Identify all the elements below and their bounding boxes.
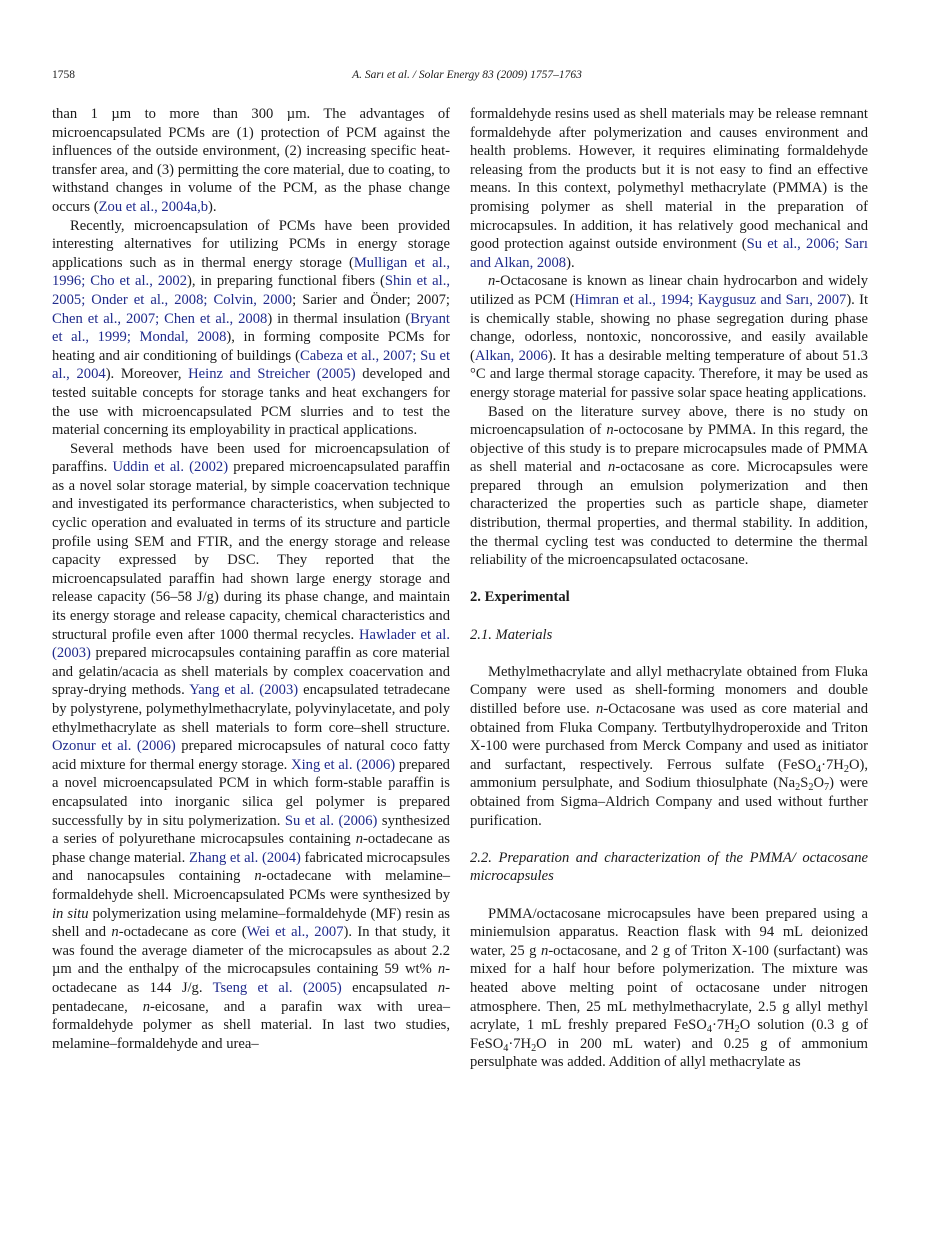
citation-link[interactable]: Zhang et al. (2004) bbox=[188, 849, 301, 866]
citation-link[interactable]: Shin et al., 2005; Onder et al., 2008; Colvin, 2000 bbox=[52, 273, 450, 308]
citation-link[interactable]: Mulligan et al., 1996; Cho et al., 2002 bbox=[52, 254, 450, 290]
citation-link[interactable]: Uddin et al. (2002) bbox=[112, 459, 229, 476]
paragraph-formaldehyde: formaldehyde resins used as shell materials may be release remnant formaldehyde after polymerization and causes environment and health problems. However, it requires eliminating formaldehyde releasing from the products but it is not easy to find an effective means. In this context, polymethyl methacrylate (PMMA) is the promising polymer as shell material in the preparation of microcapsules. In addition, it has relatively good mechanical and good protection against outside environment (Su et al., 2006; Sarı and Alkan, 2008). bbox=[470, 106, 868, 271]
citation-link[interactable]: Hawlader et al. (2003) bbox=[52, 626, 450, 662]
paragraph-objective: Based on the literature survey above, there is no study on microencapsulation of n-octocosane by PMMA. In this regard, the objective of this study is to prepare microcapsules made of PMMA as shell material and n-octacosane as core. Microcapsules were prepared through an emulsion polymerization and then characterized the properties such as particle shape, diameter distribution, thermal properties, and thermal stability. In addition, the thermal cycling test was conducted to determine the thermal reliability of the microencapsulated octacosane. bbox=[470, 403, 869, 569]
citation-link[interactable]: Cabeza et al., 2007; Su et al., 2004 bbox=[52, 347, 451, 383]
citation-link[interactable]: Chen et al., 2007; Chen et al., 2008 bbox=[52, 310, 268, 327]
running-head: A. Sarı et al. / Solar Energy 83 (2009) 1757–1763 bbox=[352, 69, 582, 81]
subsection-heading-materials: 2.1. Materials bbox=[470, 626, 553, 643]
paragraph-applications: Recently, microencapsulation of PCMs have been provided interesting alternatives for utilizing PCMs in energy storage applications such as in thermal energy storage (Mulligan et al., 1996; Cho et al., 2002), in preparing functional fibers (Shin et al., 2005; Onder et al., 2008; Colvin, 2000; Sarier and Önder; 2007; Chen et al., 2007; Chen et al., 2008) in thermal insulation (Bryant et al., 1999; Mondal, 2008), in forming composite PCMs for heating and air conditioning of buildings (Cabeza et al., 2007; Su et al., 2004). Moreover, Heinz and Streicher (2005) developed and tested suitable concepts for storage tanks and heat exchangers for the use with microencapsulated PCM slurries and to test the material concerning its employability in practical applications. bbox=[52, 217, 451, 439]
page-number: 1758 bbox=[52, 69, 75, 81]
citation-link[interactable]: Bryant et al., 1999; Mondal, 2008 bbox=[52, 310, 450, 346]
paragraph-methods-review: Several methods have been used for microencapsulation of paraffins. Uddin et al. (2002) prepared microencapsulated paraffin as a novel solar storage material, by simple coacervation technique and investigated its performance characteristics, when subjected to cyclic operation and evaluated in terms of its structure and particle profile using SEM and FTIR, and the energy storage and release capacity expressed by DSC. They reported that the microencapsulated paraffin had shown large energy storage and release capacity (56–58 J/g) during its phase change, and maintain its energy storage and release capacity, chemical characteristics and structural profile even after 1000 thermal recycles. Hawlader et al. (2003) prepared microcapsules containing paraffin as core material and gelatin/acacia as shell materials by complex coacervation and spray-drying methods. Yang et al. (2003) encapsulated tetradecane by polystyrene, polymethylmethacrylate, polyvinylacetate, and poly ethylmethacrylate as shell materials to form core–shell structure. Ozonur et al. (2006) prepared microcapsules of natural coco fatty acid mixture for thermal energy storage. Xing et al. (2006) prepared a novel microencapsulated PCM in which form-stable paraffin is encapsulated into inorganic silica gel polymer is prepared successfully by in situ polymerization. Su et al. (2006) synthesized a series of polyurethane microcapsules containing n-octadecane as phase change material. Zhang et al. (2004) fabricated microcapsules and nanocapsules containing n-octadecane with melamine–formaldehyde shell. Microencapsulated PCMs were synthesized by in situ polymerization using melamine–formaldehyde (MF) resin as shell and n-octadecane as core (Wei et al., 2007). In that study, it was found the average diameter of the microcapsules as about 2.2 µm and the enthalpy of the microcapsules containing 59 wt% n-octadecane as 144 J/g. Tseng et al. (2005) encapsulated n-pentadecane, n-eicosane, and a parafin wax with urea–formaldehyde polymer as shell material. In last two studies, melamine–formaldehyde and urea– bbox=[52, 440, 451, 1052]
page-header bbox=[52, 69, 882, 87]
citation-link[interactable]: Wei et al., 2007 bbox=[246, 924, 344, 941]
subsection-heading-preparation: 2.2. Preparation and characterization of the PMMA/ octacosane microcapsules bbox=[470, 849, 868, 885]
citation-link[interactable]: Heinz and Streicher (2005) bbox=[188, 366, 356, 383]
paragraph-intro-continued: than 1 µm to more than 300 µm. The advantages of microencapsulated PCMs are (1) protection of PCM against the influences of the outside environment, (2) increasing specific heat-transfer area, and (3) permitting the core material, due to coating, to withstand changes in volume of the PCM, as the phase change occurs (Zou et al., 2004a,b). bbox=[52, 106, 450, 215]
citation-link[interactable]: Yang et al. (2003) bbox=[189, 682, 299, 699]
right-column bbox=[470, 105, 868, 1072]
citation-link[interactable]: Su et al., 2006; Sarı and Alkan, 2008 bbox=[470, 236, 868, 271]
citation-link[interactable]: Su et al. (2006) bbox=[284, 812, 378, 829]
paragraph-octacosane: n-Octacosane is known as linear chain hydrocarbon and widely utilized as PCM (Himran et al., 1994; Kaygusuz and Sarı, 2007). It is chemically stable, showing no phase segregation during phase change, odorless, nontoxic, noncorossive, and easily available (Alkan, 2006). It has a desirable melting temperature of about 51.3 °C and large thermal storage capacity. Therefore, it may be used as energy storage material for passive solar space heating applications. bbox=[470, 273, 869, 401]
citation-link[interactable]: Ozonur et al. (2006) bbox=[52, 738, 176, 755]
section-heading-experimental: 2. Experimental bbox=[470, 589, 570, 606]
paragraph-preparation: PMMA/octacosane microcapsules have been prepared using a miniemulsion apparatus. Reaction flask with 94 mL deionized water, 25 g n-octacosane, and 2 g of Triton X-100 (surfactant) was mixed for a half hour before polymerization. The mixture was heated above melting point of octacosane under nitrogen atmosphere. Then, 25 mL methylmethacrylate, 2.5 g allyl methyl acrylate, 1 mL freshly prepared $FeSO_4\cdot 7H_2O$ solution (0.3 g of $FeSO_4\cdot 7H_2O$ in 200 mL water) and 0.25 g of ammonium persulphate was added. Addition of allyl methacrylate as bbox=[470, 905, 868, 1071]
paragraph-materials: Methylmethacrylate and allyl methacrylate obtained from Fluka Company were used as shell-forming monomers and double distilled before use. n-Octacosane was used as core material and obtained from Fluka Company. Tertbutylhydroperoxide and Triton X-100 were purchased from Merck Company and used as initiator and surfactant, respectively. Ferrous sulfate $(FeSO_4\cdot 7H_2O)$, ammonium persulphate, and Sodium thiosulphate $(Na_2S_2O_7)$ were obtained from Sigma–Aldrich Company and used without further purification. bbox=[470, 663, 868, 829]
citation-link[interactable]: Himran et al., 1994; Kaygusuz and Sarı, 2007 bbox=[574, 291, 847, 308]
left-column bbox=[52, 105, 450, 1053]
citation-link[interactable]: Alkan, 2006 bbox=[474, 347, 548, 364]
citation-link[interactable]: Xing et al. (2006) bbox=[291, 756, 396, 773]
citation-link[interactable]: Tseng et al. (2005) bbox=[212, 979, 342, 996]
citation-link[interactable]: Zou et al., 2004a,b bbox=[98, 198, 209, 215]
